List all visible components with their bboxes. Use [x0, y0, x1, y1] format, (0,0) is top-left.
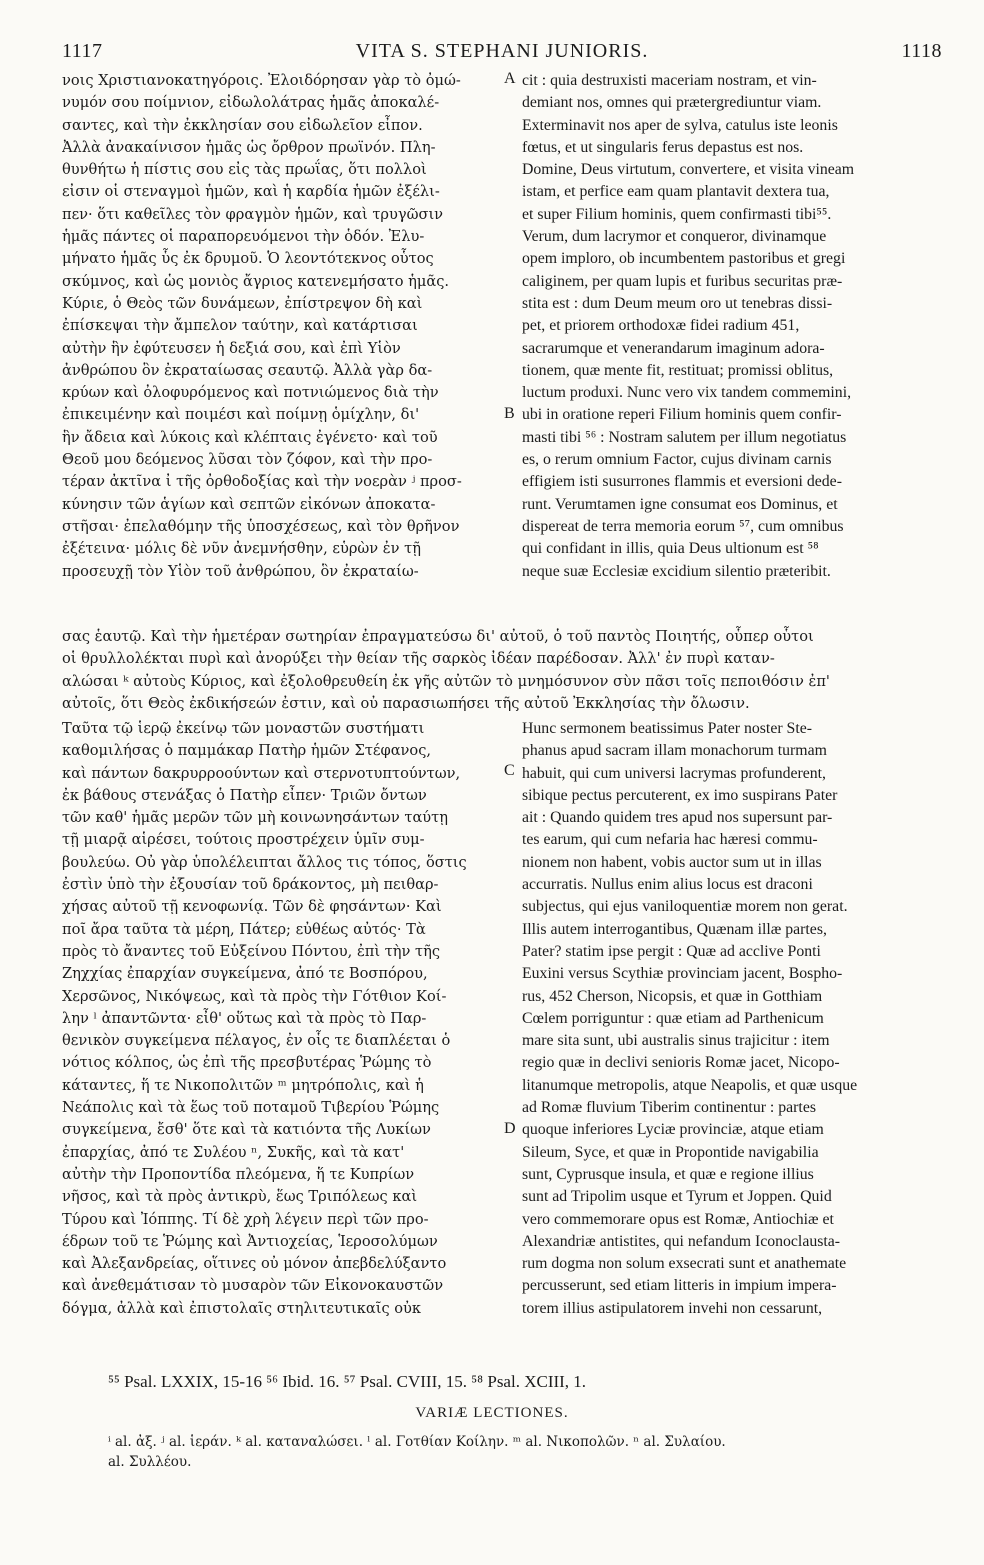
greek-text-line: καὶ Ἀλεξανδρείας, οἵτινες οὐ μόνον ἀπεβδελύξαντο	[62, 1255, 447, 1273]
latin-text-line: Hunc sermonem beatissimus Pater noster Ste-	[522, 720, 812, 737]
latin-text-line: subjectus, qui ejus vaniloquentiæ morem non gerat.	[522, 898, 848, 916]
greek-text-line: καὶ πάντων δακρυρροούντων καὶ στερνοτυπτούντων,	[62, 764, 461, 782]
greek-text-line: κάταντες, ἥ τε Νικοπολιτῶν ᵐ μητρόπολις, καὶ ἡ	[62, 1076, 424, 1094]
greek-text-line: καθομιλήσας ὁ παμμάκαρ Πατὴρ ἡμῶν Στέφανος,	[62, 742, 432, 760]
greek-text-line: Ταῦτα τῷ ἱερῷ ἐκείνῳ τῶν μοναστῶν συστήματι	[62, 720, 425, 737]
greek-text-line: ποῖ ἄρα ταῦτα τὰ μέρη, Πάτερ; εὐθέως αὐτός· Τὰ	[62, 920, 426, 938]
greek-text-line: κύνησιν τῶν ἁγίων καὶ σεπτῶν εἰκόνων ἀποκατα-	[62, 495, 436, 513]
latin-text-line: cit : quia destruxisti maceriam nostram, et vin-	[522, 72, 817, 89]
greek-text-line: ἐκ βάθους στενάξας ὁ Πατὴρ εἶπεν· Τριῶν ὄντων	[62, 786, 427, 804]
greek-text-line: σαντες, καὶ τὴν ἐκκλησίαν σου εἰδωλεῖον εἶπον.	[62, 116, 423, 134]
greek-text-line: οἱ θρυλλολέκται πυρὶ καὶ ἀνορύξει τὴν θείαν τῆς σαρκὸς ἰδέαν παρέδοσαν. Ἀλλ' ἐν πυρὶ καταν-	[62, 650, 775, 668]
latin-text-line: rum dogma non solum exsecrati sunt et anathemate	[522, 1255, 847, 1273]
greek-text-line: Κύριε, ὁ Θεὸς τῶν δυνάμεων, ἐπίστρεψον δὴ καὶ	[62, 294, 423, 312]
margin-letter-b: B	[504, 405, 515, 422]
page-header	[62, 40, 942, 70]
greek-text-line: νῆσος, καὶ τὰ πρὸς ἀντικρὺ, ἕως Τριπόλεως καὶ	[62, 1188, 418, 1206]
greek-text-line: θυνθήτω ἡ πίστις σου εἰς τὰς πρωΐας, ὅτι πολλοὶ	[62, 161, 427, 179]
greek-text-line: νότιος κόλπος, ὡς ἐπὶ τῆς πρεσβυτέρας Ῥώμης τὸ	[62, 1054, 432, 1072]
greek-text-line: Ζηχχίας ἐπαρχίαν συγκείμενα, ἀπό τε Βοσπόρου,	[62, 965, 428, 983]
greek-text-line: ἐστὶν ὑπὸ τὴν ἐξουσίαν τοῦ δράκοντος, μὴ πειθαρ-	[62, 876, 439, 894]
greek-text-line: έδρων τοῦ τε Ῥώμης καὶ Ἀντιοχείας, Ἱεροσολύμων	[62, 1232, 438, 1250]
latin-text-line: Pater? statim ipse pergit : Quæ ad acclive Ponti	[522, 942, 821, 960]
greek-text-line: μήνατο ἡμᾶς ὗς ἐκ δρυμοῦ. Ὁ λεοντότεκνος οὗτος	[62, 250, 434, 268]
latin-text-line: runt. Verumtamen igne consumat eos Dominus, et	[522, 495, 838, 513]
latin-text-line: stita est : dum Deum meum oro ut tenebras dissi-	[522, 294, 833, 312]
latin-column-lower	[522, 718, 947, 1320]
greek-text-line: ἀνθρώπου ὃν ἐκραταίωσας σεαυτῷ. Ἀλλὰ γὰρ δα-	[62, 361, 433, 379]
greek-text-line: ἣν ἄδεια καὶ λύκοις καὶ κλέπταις ἐγένετο· καὶ τοῦ	[62, 428, 438, 446]
greek-text-line: ἐξέτεινα· μόλις δὲ νῦν ἀνεμνήσθην, εὑρὼν ἐν τῇ	[62, 540, 421, 558]
latin-text-line: torem illius astipulatorem invehi non cessarunt,	[522, 1299, 823, 1317]
greek-text-line: ἐπικειμένην καὶ ποιμέσι καὶ ποίμνῃ ὁμίχλην, δι'	[62, 406, 420, 424]
latin-text-line: tes earum, qui cum nefaria hac hæresi commu-	[522, 831, 818, 849]
greek-text-line: ἐπαρχίας, ἀπό τε Συλέου ⁿ, Συκῆς, καὶ τὰ κατ'	[62, 1143, 405, 1161]
greek-text-line: αὐτὴν τὴν Προποντίδα πλεόμενα, ἥ τε Κυπρίων	[62, 1165, 415, 1183]
latin-text-line: nionem non habent, vobis auctor sum ut in illas	[522, 853, 822, 871]
greek-text-line: χήσας αὐτοῦ τῇ κενοφωνίᾳ. Τῶν δὲ φησάντων· Καὶ	[62, 898, 442, 916]
latin-text-line: Alexandriæ antistites, qui nefandum Iconoclausta-	[522, 1232, 841, 1250]
latin-text-line: sibique pectus percuterent, ex imo suspirans Pater	[522, 786, 838, 804]
greek-text-line: Νεάπολις καὶ τὰ ἕως τοῦ ποταμοῦ Τιβερίου Ῥώμης	[62, 1099, 440, 1117]
latin-text-line: dispereat de terra memoria eorum ⁵⁷, cum omnibus	[522, 517, 844, 535]
variant-reading-line: ⁱ al. ἀξ. ʲ al. ἱεράν. ᵏ al. καταναλώσει. ˡ al. Γοτθίαν Κοίλην. ᵐ al. Νικοπολῶν. ⁿ al. Συλαίου.	[108, 1434, 726, 1450]
margin-letter-a: A	[504, 70, 516, 87]
greek-text-line: πεν· ὅτι καθεῖλες τὸν φραγμὸν ἡμῶν, καὶ τρυγῶσιν	[62, 205, 444, 223]
greek-text-line: σας ἑαυτῷ. Καὶ τὴν ἡμετέραν σωτηρίαν ἐπραγματεύσω δι' αὐτοῦ, ὁ τοῦ παντὸς Ποιητής, οὗπερ οὗτοι	[62, 628, 814, 645]
latin-text-line: ad Romæ fluvium Tiberim continentur : partes	[522, 1099, 816, 1117]
latin-text-line: sunt ad Tripolim usque et Tyrum et Joppen. Quid	[522, 1188, 832, 1206]
latin-text-line: opem imploro, ob incumbentem pastoribus et gregi	[522, 250, 846, 268]
latin-text-line: fœtus, et ut singularis ferus depastus est nos.	[522, 138, 804, 156]
greek-text-line: τῶν καθ' ἡμᾶς μερῶν τῶν μὴ κοινωνησάντων ταύτῃ	[62, 809, 448, 827]
latin-text-line: masti tibi ⁵⁶ : Nostram salutem per illum negotiatus	[522, 428, 847, 446]
variae-lectiones-heading: VARIÆ LECTIONES.	[415, 1405, 569, 1421]
latin-text-line: qui confidant in illis, quia Deus ultionum est ⁵⁸	[522, 540, 819, 558]
greek-text-line: ἡμᾶς πάντες οἱ παραπορευόμενοι τὴν ὁδόν. Ἐλυ-	[62, 228, 425, 246]
latin-text-line: litanumque metropolis, atque Neapolis, et quæ usque	[522, 1076, 858, 1094]
greek-text-line: βουλεύω. Οὐ γὰρ ὑπολέλειπται ἄλλος τις τόπος, ὅστις	[62, 853, 467, 871]
latin-text-line: accurratis. Nullus enim alius locus est draconi	[522, 876, 813, 894]
greek-text-line: συγκείμενα, ἔσθ' ὅτε καὶ τὰ κατιόντα τῆς Λυκίων	[62, 1121, 431, 1139]
greek-text-line: τέραν ἀκτῖνα ἰ τῆς ὀρθοδοξίας καὶ τὴν νοερὰν ʲ προσ-	[62, 473, 462, 491]
latin-text-line: regio quæ in declivi senioris Romæ jacet, Nicopo-	[522, 1054, 840, 1072]
greek-full-width-passage	[62, 626, 942, 715]
scripture-footnotes: ⁵⁵ Psal. LXXIX, 15-16 ⁵⁶ Ibid. 16. ⁵⁷ Psal. CVIII, 15. ⁵⁸ Psal. XCIII, 1.	[108, 1372, 587, 1391]
latin-text-line: Domine, Deus virtutum, convertere, et visita vineam	[522, 161, 855, 179]
latin-text-line: Cœlem porriguntur : quæ etiam ad Parthenicum	[522, 1009, 824, 1027]
greek-text-line: Τύρου καὶ Ἰόππης. Τί δὲ χρὴ λέγειν περὶ τῶν προ-	[62, 1210, 429, 1228]
latin-text-line: Exterminavit nos aper de sylva, catulus iste leonis	[522, 116, 838, 134]
variae-lectiones	[108, 1432, 948, 1472]
latin-text-line: sacrarumque et venerandarum imaginum adora-	[522, 339, 825, 357]
latin-text-line: demiant nos, omnes qui prætergrediuntur viam.	[522, 94, 822, 112]
greek-text-line: θενικὸν συγκείμενα πέλαγος, ἐν οἷς τε διαπλέεται ὁ	[62, 1032, 451, 1050]
latin-text-line: luctum produxi. Nunc vero vix tandem commemini,	[522, 384, 852, 402]
greek-column-upper	[62, 70, 502, 583]
latin-text-line: sunt, Cyprusque insula, et quæ e regione illius	[522, 1165, 814, 1183]
greek-text-line: Χερσῶνος, Νικόψεως, καὶ τὰ πρὸς τὴν Γότθιον Κοί-	[62, 987, 447, 1005]
latin-text-line: Verum, dum lacrymor et conqueror, divinamque	[522, 228, 827, 246]
greek-text-line: νοις Χριστιανοκατηγόροις. Ἐλοιδόρησαν γὰρ τὸ ὀμώ-	[62, 72, 461, 89]
latin-text-line: quoque inferiores Lyciæ provinciæ, atque etiam	[522, 1121, 824, 1139]
greek-text-line: ἐπίσκεψαι τὴν ἄμπελον ταύτην, καὶ κατάρτισαι	[62, 317, 418, 335]
latin-text-line: mare sita sunt, ubi australis sinus trajicitur : item	[522, 1032, 830, 1050]
latin-text-line: neque suæ Ecclesiæ excidium silentio præteribit.	[522, 562, 831, 580]
greek-text-line: καὶ ἀνεθεμάτισαν τὸ μυσαρὸν τῶν Εἰκονοκαυστῶν	[62, 1277, 444, 1295]
greek-text-line: αὐτοῖς, ὅτι Θεὸς ἐκδικήσεών ἐστιν, καὶ οὐ παρασιωπήσει τῆς αὐτοῦ Ἐκκλησίας τὴν ὄλωσιν.	[62, 694, 750, 712]
latin-text-line: Euxini versus Scythiæ provinciam jacent, Bospho-	[522, 965, 843, 983]
latin-text-line: habuit, qui cum universi lacrymas profunderent,	[522, 764, 827, 782]
margin-letter-d: D	[504, 1120, 516, 1137]
page-number-right: 1118	[901, 40, 942, 62]
latin-text-line: et super Filium hominis, quem confirmasti tibi⁵⁵.	[522, 205, 832, 223]
latin-text-line: vero commemorare opus est Romæ, Antiochiæ et	[522, 1210, 834, 1228]
running-title: VITA S. STEPHANI JUNIORIS.	[355, 40, 649, 62]
greek-text-line: λην ˡ ἀπαντῶντα· εἶθ' οὕτως καὶ τὰ πρὸς τὸ Παρ-	[62, 1009, 427, 1027]
latin-text-line: pet, et priorem orthodoxæ fidei radium 451,	[522, 317, 800, 335]
latin-text-line: ubi in oratione reperi Filium hominis quem confir-	[522, 406, 842, 424]
greek-text-line: αὐτὴν ἣν ἐφύτευσεν ἡ δεξιά σου, καὶ ἐπὶ Υἱὸν	[62, 339, 401, 357]
greek-text-line: στῆσαι· ἐπελαθόμην τῆς ὑποσχέσεως, καὶ τὸν θρῆνον	[62, 517, 460, 535]
latin-text-line: rus, 452 Cherson, Nicopsis, et quæ in Gotthiam	[522, 987, 823, 1005]
latin-column-upper	[522, 70, 947, 583]
latin-text-line: ait : Quando quidem tres apud nos supersunt par-	[522, 809, 833, 827]
greek-text-line: εἰσιν οἱ στεναγμοὶ ἡμῶν, καὶ ἡ καρδία ἡμῶν ἐξέλι-	[62, 183, 440, 201]
greek-text-line: πρὸς τὸ ἄναντες τοῦ Εὐξείνου Πόντου, ἐπὶ τὴν τῆς	[62, 942, 441, 960]
greek-text-line: τῇ μιαρᾷ αἱρέσει, τούτοις προστρέχειν ὑμῖν συμ-	[62, 831, 425, 849]
greek-text-line: προσευχῇ τὸν Υἱὸν τοῦ ἀνθρώπου, ὃν ἐκραταίω-	[62, 562, 419, 580]
latin-text-line: Sileum, Syce, et quæ in Propontide navigabilia	[522, 1143, 819, 1161]
latin-text-line: phanus apud sacram illam monachorum turmam	[522, 742, 827, 760]
latin-text-line: effigiem isti susurrones flammis et eversioni dede-	[522, 473, 842, 491]
greek-text-line: αλώσαι ᵏ αὐτοὺς Κύριος, καὶ ἐξολοθρευθείη ἐκ γῆς αὐτῶν τὸ μνημόσυνον σὺν πᾶσι τοῖς πεποιθόσιν ἐπ'	[62, 672, 830, 690]
latin-text-line: percusserunt, sed etiam litteris in impium impera-	[522, 1277, 837, 1295]
latin-text-line: tionem, quæ mente fit, restituat; promissi oblitus,	[522, 361, 834, 379]
greek-text-line: δόγμα, ἀλλὰ καὶ ἐπιστολαῖς στηλιτευτικαῖς οὐκ	[62, 1299, 422, 1317]
latin-text-line: Illis autem interrogantibus, Quænam illæ partes,	[522, 920, 827, 938]
margin-letter-c: C	[504, 762, 515, 779]
variant-reading-line: al. Συλλέου.	[108, 1454, 192, 1470]
greek-text-line: σκύμνος, καὶ ὡς μονιὸς ἄγριος κατενεμήσατο ἡμᾶς.	[62, 272, 450, 290]
latin-text-line: es, o rerum omnium Factor, cujus divinam carnis	[522, 451, 832, 469]
greek-text-line: Θεοῦ μου δεόμενος λῦσαι τὸν ζόφον, καὶ τὴν προ-	[62, 451, 433, 469]
greek-text-line: Ἀλλὰ ἀνακαίνισον ἡμᾶς ὡς ὄρθρον πρωϊνόν. Πλη-	[62, 138, 436, 156]
greek-text-line: κρύων καὶ ὀλοφυρόμενος καὶ ποτνιώμενος διὰ τὴν	[62, 384, 439, 402]
page-number-left: 1117	[62, 40, 103, 62]
latin-text-line: istam, et perfice eam quam plantavit dextera tua,	[522, 183, 830, 201]
greek-column-lower	[62, 718, 510, 1320]
latin-text-line: caliginem, per quam lupis et furibus securitas præ-	[522, 272, 843, 290]
greek-text-line: νυμόν σου ποίμνιον, εἰδωλολάτρας ἡμᾶς ἀποκαλέ-	[62, 94, 440, 112]
